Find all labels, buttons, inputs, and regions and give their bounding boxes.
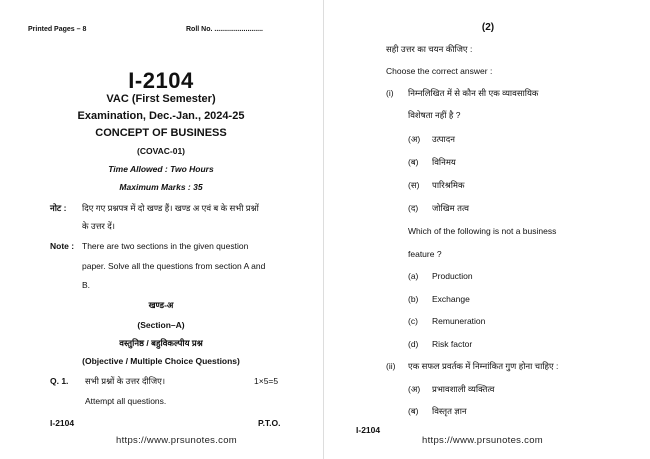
option-label: (अ)	[408, 134, 421, 144]
page-number: (2)	[481, 22, 495, 33]
section-heading: (Section–A)	[137, 320, 185, 330]
option-text: विनिमय	[432, 157, 456, 167]
option-text: पारिश्रमिक	[432, 180, 465, 190]
note-hindi-line1: दिए गए प्रश्नपत्र में दो खण्ड हैं। खण्ड अ एवं ब के सभी प्रश्नों	[82, 203, 259, 213]
objective-heading: (Objective / Multiple Choice Questions)	[82, 356, 240, 366]
note-label: Note :	[50, 241, 75, 251]
option-label: (a)	[408, 271, 419, 281]
pto-label: P.T.O.	[258, 418, 281, 428]
q1-english-line1: Which of the following is not a business	[408, 226, 557, 236]
option-label: (ब)	[408, 406, 419, 416]
footer-paper-code: I-2104	[50, 418, 75, 428]
footer-paper-code: I-2104	[356, 425, 381, 435]
left-page	[0, 0, 322, 459]
exam-session: Examination, Dec.-Jan., 2024-25	[77, 110, 245, 122]
option-text: उत्पादन	[432, 134, 455, 144]
option-label: (b)	[408, 294, 419, 304]
option-text: प्रभावशाली व्यक्तित्व	[432, 384, 495, 394]
option-text: जोखिम तत्व	[432, 203, 469, 213]
q1-english-line2: feature ?	[408, 249, 442, 259]
printed-pages: Printed Pages – 8	[28, 26, 87, 33]
option-label: (स)	[408, 180, 420, 190]
question-instruction: Attempt all questions.	[85, 396, 167, 406]
note-line1: There are two sections in the given question	[82, 241, 249, 251]
paper-code: I-2104	[128, 68, 194, 93]
option-text: Risk factor	[432, 339, 473, 349]
right-page	[326, 0, 650, 459]
option-text: Production	[432, 271, 473, 281]
q2-number: (ii)	[386, 361, 396, 371]
website-link[interactable]: https://www.prsunotes.com	[422, 435, 544, 446]
option-text: Remuneration	[432, 316, 486, 326]
instruction-english: Choose the correct answer :	[386, 66, 493, 76]
question-number: Q. 1.	[50, 376, 69, 386]
option-text: Exchange	[432, 294, 470, 304]
subject-title: CONCEPT OF BUSINESS	[95, 127, 227, 139]
website-link[interactable]: https://www.prsunotes.com	[116, 435, 238, 446]
q2-hindi: एक सफल प्रवर्तक में निम्नांकित गुण होना चाहिए :	[408, 361, 559, 371]
option-label: (द)	[408, 203, 419, 213]
q1-hindi-line1: निम्नलिखित में से कौन सी एक व्यावसायिक	[408, 88, 539, 98]
roll-number: Roll No. .........................	[186, 26, 264, 33]
note-hindi-line2: के उत्तर दें।	[82, 221, 115, 231]
course-code: (COVAC-01)	[136, 146, 185, 156]
instruction-hindi: सही उत्तर का चयन कीजिए :	[386, 44, 473, 54]
note-line2: paper. Solve all the questions from section A and	[82, 261, 266, 271]
option-text: विस्तृत ज्ञान	[432, 406, 467, 416]
option-label: (ब)	[408, 157, 419, 167]
q1-hindi-line2: विशेषता नहीं है ?	[408, 110, 461, 120]
section-hindi: खण्ड-अ	[148, 300, 174, 310]
max-marks: Maximum Marks : 35	[119, 182, 203, 192]
objective-hindi: वस्तुनिष्ठ / बहुविकल्पीय प्रश्न	[119, 338, 203, 348]
option-label: (अ)	[408, 384, 421, 394]
option-label: (d)	[408, 339, 419, 349]
note-line3: B.	[82, 280, 91, 290]
question-hindi: सभी प्रश्नों के उत्तर दीजिए।	[85, 376, 166, 386]
semester: VAC (First Semester)	[106, 93, 216, 105]
option-label: (c)	[408, 316, 418, 326]
page-divider	[323, 0, 324, 459]
note-hindi-label: नोट :	[50, 203, 67, 213]
time-allowed: Time Allowed : Two Hours	[108, 164, 214, 174]
q1-number: (i)	[386, 88, 394, 98]
question-marks: 1×5=5	[254, 376, 279, 386]
